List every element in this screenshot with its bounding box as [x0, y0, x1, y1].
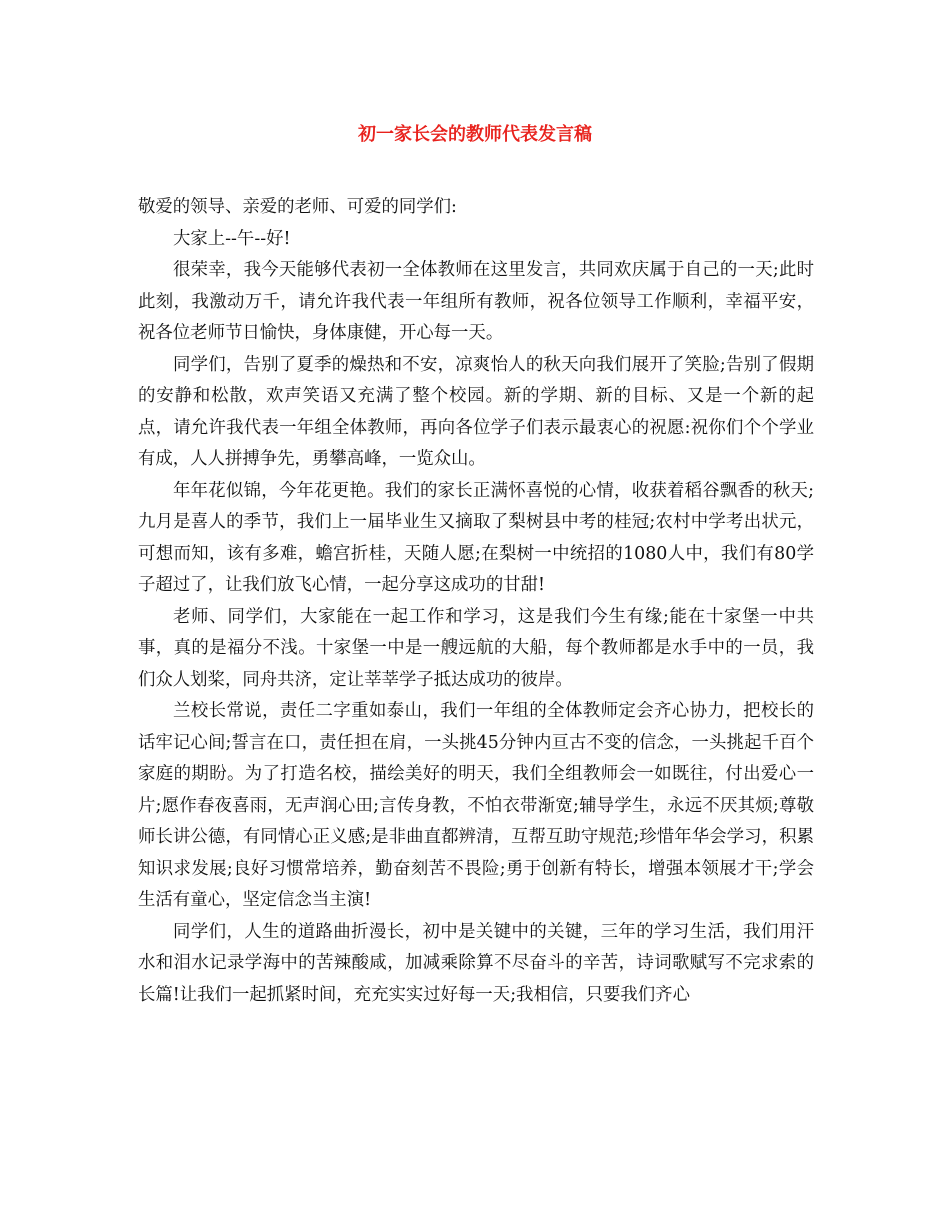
- salutation: 敬爱的领导、亲爱的老师、可爱的同学们:: [138, 197, 457, 217]
- paragraph: 兰校长常说，责任二字重如泰山，我们一年组的全体教师定会齐心协力，把校长的话牢记心间;誓言在口，责任担在肩，一头挑45分钟内亘古不变的信念，一头挑起千百个家庭的期盼。为了打造名校，描绘美好的明天，我们全组教师会一如既往，付出爱心一片;愿作春夜喜雨，无声润心田;言传身教，不怕衣带渐宽;辅导学生，永远不厌其烦;尊敬师长讲公德，有同情心正义感;是非曲直都辨清，互帮互助守规范;珍惜年华会学习，积累知识求发展;良好习惯常培养，勤奋刻苦不畏险;勇于创新有特长，增强本领展才干;学会生活有童心，坚定信念当主演!: [138, 701, 814, 910]
- document-title: 初一家长会的教师代表发言稿: [358, 124, 592, 145]
- paragraph-greeting: 大家上--午--好!: [173, 228, 291, 249]
- paragraph: 同学们，人生的道路曲折漫长，初中是关键中的关键，三年的学习生活，我们用汗水和泪水记录学海中的苦辣酸咸，加减乘除算不尽奋斗的辛苦，诗词歌赋写不完求索的长篇!让我们一起抓紧时间，充充实实过好每一天;我相信，只要我们齐心: [138, 921, 814, 1005]
- document-body: [138, 192, 814, 1011]
- paragraph: 年年花似锦，今年花更艳。我们的家长正满怀喜悦的心情，收获着稻谷飘香的秋天;九月是喜人的季节，我们上一届毕业生又摘取了梨树县中考的桂冠;农村中学考出状元，可想而知，该有多难，蟾宫折桂，天随人愿;在梨树一中统招的1080人中，我们有80学子超过了，让我们放飞心情，一起分享这成功的甘甜!: [138, 480, 814, 595]
- paragraph: 很荣幸，我今天能够代表初一全体教师在这里发言，共同欢庆属于自己的一天;此时此刻，我激动万千，请允许我代表一年组所有教师，祝各位领导工作顺利，幸福平安，祝各位老师节日愉快，身体康健，开心每一天。: [138, 260, 814, 343]
- paragraph: 老师、同学们，大家能在一起工作和学习，这是我们今生有缘;能在十家堡一中共事，真的是福分不浅。十家堡一中是一艘远航的大船，每个教师都是水手中的一员，我们众人划桨，同舟共济，定让莘莘学子抵达成功的彼岸。: [138, 606, 814, 690]
- paragraph: 同学们，告别了夏季的燥热和不安，凉爽怡人的秋天向我们展开了笑脸;告别了假期的安静和松散，欢声笑语又充满了整个校园。新的学期、新的目标、又是一个新的起点，请允许我代表一年组全体教师，再向各位学子们表示最衷心的祝愿:祝你们个个学业有成，人人拼搏争先，勇攀高峰，一览众山。: [138, 354, 814, 469]
